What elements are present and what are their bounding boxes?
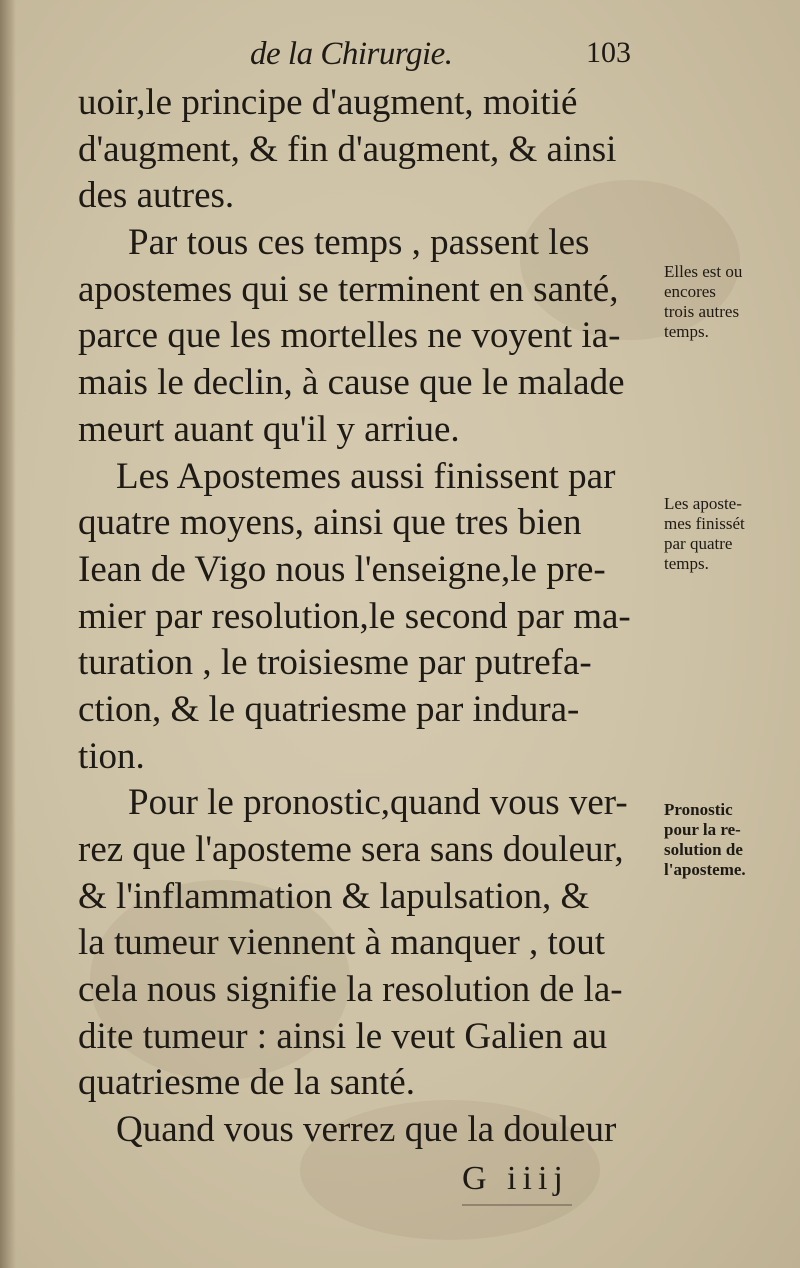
signature-underline — [462, 1204, 572, 1206]
text-line: turation , le troisiesme par putrefa- — [78, 642, 592, 684]
margin-note-line: temps. — [664, 322, 709, 341]
text-line: d'augment, & fin d'augment, & ainsi — [78, 128, 617, 170]
text-line: quatre moyens, ainsi que tres bien — [78, 502, 582, 544]
margin-note-line: trois autres — [664, 302, 740, 321]
text-line: Pour le pronostic,quand vous ver- — [128, 782, 628, 824]
text-line: des autres. — [78, 175, 235, 217]
margin-note-line: Pronostic — [664, 800, 733, 819]
body-text — [78, 80, 654, 1154]
text-line: dite tumeur : ainsi le veut Galien au — [78, 1015, 608, 1057]
margin-note-line: par quatre — [664, 534, 733, 553]
text-line: Les Apostemes aussi finissent par — [116, 455, 616, 497]
margin-note-line: pour la re- — [664, 820, 741, 839]
page-gutter-shadow — [0, 0, 16, 1268]
page-number: 103 — [586, 36, 631, 69]
margin-note-line: Les aposte- — [664, 494, 742, 513]
margin-note-line: solution de — [664, 840, 743, 859]
text-line: apostemes qui se terminent en santé, — [78, 268, 619, 310]
text-line: Par tous ces temps , passent les — [128, 222, 590, 264]
text-line: uoir,le principe d'augment, moitié — [78, 82, 578, 123]
text-line: Iean de Vigo nous l'enseigne,le pre- — [78, 548, 606, 590]
margin-note-pronostic — [664, 800, 796, 880]
text-line: la tumeur viennent à manquer , tout — [78, 922, 606, 964]
running-title: de la Chirurgie. — [250, 36, 453, 72]
text-line: mier par resolution,le second par ma- — [78, 595, 631, 637]
text-line: meurt auant qu'il y arriue. — [78, 408, 460, 450]
signature-mark: G iiij — [462, 1160, 569, 1197]
text-line: Quand vous verrez que la douleur — [116, 1109, 617, 1151]
text-line: tion. — [78, 735, 145, 777]
text-line: & l'inflammation & lapulsation, & — [78, 875, 590, 917]
margin-note-line: Elles est ou — [664, 262, 743, 281]
text-line: rez que l'aposteme sera sans douleur, — [78, 829, 624, 870]
text-line: mais le declin, à cause que le malade — [78, 362, 625, 404]
margin-note-temps — [664, 262, 796, 342]
margin-note-line: temps. — [664, 554, 709, 573]
text-line: quatriesme de la santé. — [78, 1062, 415, 1104]
margin-note-line: l'aposteme. — [664, 860, 746, 879]
page-header — [0, 30, 800, 76]
text-line: parce que les mortelles ne voyent ia- — [78, 315, 621, 357]
text-line: cela nous signifie la resolution de la- — [78, 969, 623, 1011]
text-line: ction, & le quatriesme par indura- — [78, 688, 580, 730]
margin-note-apostemes — [664, 494, 796, 574]
margin-note-line: encores — [664, 282, 716, 301]
page-footer — [0, 1160, 800, 1210]
margin-note-line: mes finissét — [664, 514, 745, 533]
